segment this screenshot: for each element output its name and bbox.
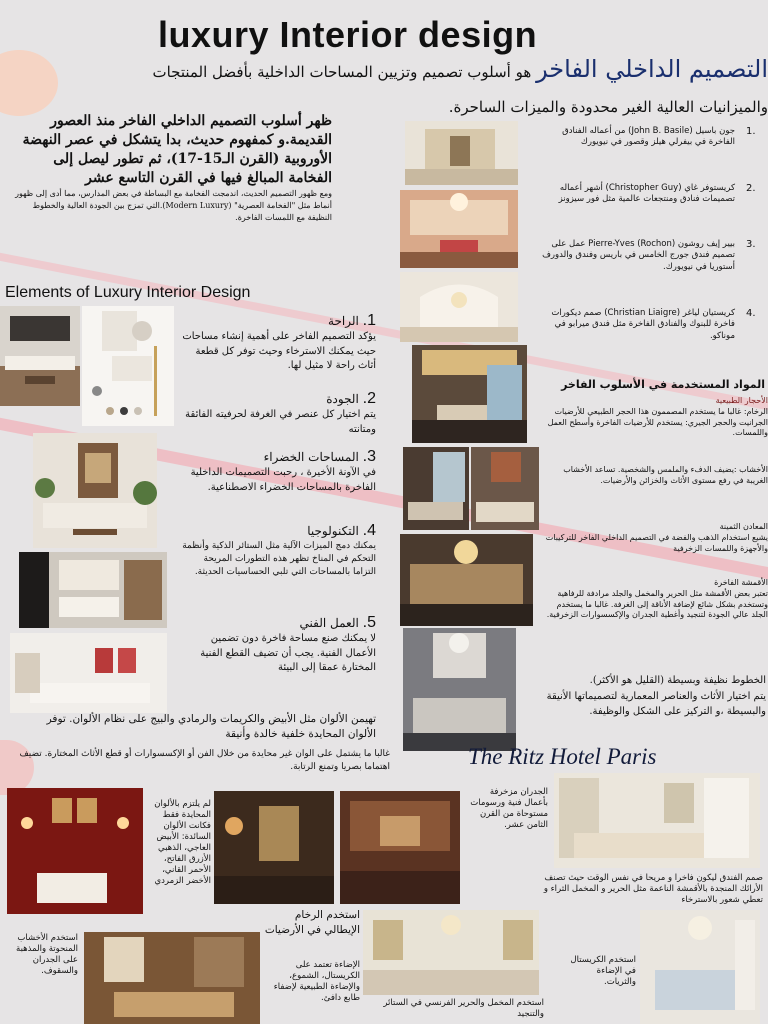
designer-number: 2. bbox=[746, 183, 756, 194]
material-heading: الأحجار الطبيعية bbox=[715, 396, 768, 405]
photo-green-room bbox=[33, 433, 157, 548]
elements-title: Elements of Luxury Interior Design bbox=[5, 284, 251, 301]
element-quality bbox=[180, 390, 376, 437]
element-body: يؤكد التصميم الفاخر على أهمية إنشاء مساحات حيث يمكنك الاسترخاء وحيث توفر كل قطعة أثاث راحة لا مثيل لها. bbox=[182, 331, 376, 371]
element-heading: 1. الراحة bbox=[328, 312, 376, 329]
caption-marble: استخدم الرخام الإيطالي في الأرضيات bbox=[264, 909, 360, 937]
material-body: تعتبر بعض الأقمشة مثل الحرير والمخمل والجلد مرادفة للرفاهية وتستخدم بشكل شائع لإضافة الأناقة إلى الغرفة. غالبا ما يستخدم الجلد عالي الجودة لتنجيد وأغطية الجدران والإكسسوارات الزخرفية. bbox=[546, 588, 768, 620]
element-green-spaces bbox=[180, 448, 376, 495]
material-wood bbox=[540, 465, 768, 487]
designer-number: 1. bbox=[746, 126, 756, 137]
material-body: الرخام: غالبا ما يستخدم المصممون هذا الحجر الطبيعي للأرضيات الجرانيت والحجر الجيري: يستخدم للأرضيات الفاخرة وأسطح العمل واللمسات. bbox=[547, 406, 768, 438]
designer-item: كريستوفر غاي (Christopher Guy) أشهر أعماله تصميمات فنادق ومنتجعات عالمية مثل فور سيزونز bbox=[558, 183, 735, 205]
ritz-title: The Ritz Hotel Paris bbox=[468, 744, 657, 769]
element-body: لا يمكنك صنع مساحة فاخرة دون تضمين الأعمال الفنية. يجب أن تضيف القطع الفنية المختارة عمقا إلى البيئة bbox=[200, 633, 376, 673]
material-body: الأخشاب :يضيف الدفء والملمس والشخصية. تساعد الأخشاب الغريبة في رفع مستوى الأثاث والخزائن والأرضيات. bbox=[563, 465, 768, 485]
photo-living-room bbox=[0, 306, 80, 406]
element-heading: 2. الجودة bbox=[326, 390, 376, 407]
material-heading: المعادن الثمينة bbox=[719, 522, 768, 531]
subtitle-rest: هو أسلوب تصميم وتزيين المساحات الداخلية بأفضل المنتجات bbox=[152, 63, 532, 81]
designer-number: 4. bbox=[746, 308, 756, 319]
material-stones bbox=[540, 396, 768, 439]
photo-ritz-wood-salon bbox=[84, 932, 260, 1024]
materials-title: المواد المستخدمة في الأسلوب الفاخر bbox=[561, 378, 765, 391]
page-title: luxury Interior design bbox=[158, 14, 538, 55]
photo-ritz-suite bbox=[554, 773, 760, 868]
subtitle-highlight: التصميم الداخلي الفاخر bbox=[536, 55, 768, 83]
photo-basile bbox=[405, 121, 518, 185]
designer-item: كريستيان لياغر (Christian Liaigre) صمم ديكورات فاخرة للبنوك والفنادق الفاخرة مثل فندق ميرابو في موناكو. bbox=[551, 308, 735, 341]
element-body: في الآونة الأخيرة ، رحبت التصميمات الداخلية الفاخرة بالمساحات الخضراء الاصطناعية. bbox=[190, 467, 376, 493]
designer-number: 3. bbox=[746, 239, 756, 250]
element-heading: 4. التكنولوجيا bbox=[307, 522, 376, 539]
photo-ritz-lounge bbox=[340, 791, 460, 904]
element-heading: 3. المساحات الخضراء bbox=[263, 448, 376, 465]
element-heading: 5. العمل الفني bbox=[299, 614, 376, 631]
lines-body: يتم اختيار الأثاث والعناصر المعمارية لتصميماتها الأنيقة والبسيطة ،و التركيز على الشكل والوظيفة. bbox=[546, 691, 766, 717]
lines-heading: الخطوط نظيفة وبسيطة (القليل هو الأكثر). bbox=[589, 675, 766, 686]
caption-neutral-colors: لم يلتزم بالألوان المحايدة فقط فكانت الألوان السائدة: الأبيض العاجي، الذهبي الأزرق الفاتح، الأحمر القاني، الأخضر الزمردي bbox=[154, 799, 211, 887]
photo-ritz-marble-salon bbox=[363, 910, 539, 995]
photo-ritz-bedroom bbox=[640, 910, 760, 1024]
colors-small-text: غالبا ما يشتمل على الوان غير محايدة من خلال الفن أو الإكسسوارات أو قطع الأثاث المختارة. تضيف اهتماما بصريا وتمنع الرتابة. bbox=[19, 749, 390, 773]
photo-ritz-red-room bbox=[7, 788, 143, 914]
element-artwork bbox=[180, 614, 376, 676]
decorative-blob bbox=[0, 50, 58, 116]
element-body: يتم اختيار كل عنصر في الغرفة لحرفيته الفائقة ومتانته bbox=[185, 409, 376, 435]
caption-furniture: صمم الفندق ليكون فاخرا و مريحا في نفس الوقت حيث تصنف الأرائك المنجدة بالأقمشة الناعمة مثل الحرير و المخمل الثراء و تعطي شعور بالاسترخاء bbox=[543, 873, 763, 906]
photo-moodboard bbox=[82, 306, 174, 426]
colors-text: تهيمن الألوان مثل الأبيض والكريمات والرمادي والبيج على نظام الألوان. توفر الألوان المحايدة خلفية خالدة وأنيقة bbox=[46, 713, 376, 741]
caption-wood: استخدم الأخشاب المنحوتة والمذهبة على الجدران والسقوف. bbox=[16, 933, 78, 977]
photo-metal-hall bbox=[400, 534, 533, 626]
element-comfort bbox=[180, 312, 376, 374]
intro-main: ظهر أسلوب التصميم الداخلي الفاخر منذ العصور القديمة.و كمفهوم حديث، بدا يتشكل في عصر النهضة الأوروبية (القرن الـ15-17)، ثم تطور ليصل إلى الفخامة المبالغ فيها في القرن التاسع عشر bbox=[22, 113, 332, 186]
designer-item: بيير إيف روشون Pierre-Yves (Rochon) عمل على تصميم فندق جورج الخامس في باريس وفندق والدورف أستوريا في نيويورك. bbox=[542, 239, 735, 272]
photo-wood-room-a bbox=[403, 447, 469, 530]
photo-fabric-room bbox=[403, 628, 516, 751]
material-heading: الأقمشة الفاخرة bbox=[714, 578, 768, 587]
photo-guy bbox=[400, 190, 518, 268]
designer-item: جون باسيل (John B. Basile) من أعماله الفنادق الفاخرة في بيفرلي هيلز وقصور في نيويورك bbox=[562, 126, 735, 148]
intro-block bbox=[12, 112, 332, 224]
subtitle-line-2: والميزانيات العالية الغير محدودة والميزات الساحرة. bbox=[448, 98, 768, 116]
caption-crystal: استخدم الكريستال في الإضاءة والثريات. bbox=[570, 955, 636, 988]
intro-small: ومع ظهور التصميم الحديث، اندمجت الفخامة مع البساطة في بعض المدارس، مما أدى إلى ظهور أنماط مثل "الفخامة العصرية" (Modern Luxury).التي تمزج بين الجودة العالية والخطوط النظيفة مع اللمسات الفاخرة. bbox=[15, 188, 332, 222]
material-body: يشيع استخدام الذهب والفضة في التصميم الداخلي الفاخر للتركيبات والأجهزة واللمسات الزخرفية bbox=[545, 532, 768, 553]
element-body: يمكنك دمج الميزات الآلية مثل الستائر الذكية وأنظمة التحكم في المناخ تظهر هذه التطورات المريحة التزاما بالمساحات التي تلبي الحساسيات الحديثة. bbox=[182, 541, 376, 578]
photo-ritz-bar bbox=[214, 791, 334, 904]
photo-rochon bbox=[400, 272, 518, 342]
photo-art-room bbox=[10, 633, 167, 713]
photo-wood-room-b bbox=[471, 447, 539, 530]
photo-tech-room bbox=[19, 552, 167, 628]
element-technology bbox=[180, 522, 376, 579]
material-metals bbox=[540, 522, 768, 554]
subtitle-line-1 bbox=[58, 55, 768, 83]
caption-lighting: الإضاءة تعتمد على الكريستال، الشموع، والإضاءة الطبيعية لإضفاء طابع دافئ. bbox=[273, 960, 360, 1004]
photo-marble-interior bbox=[412, 345, 527, 443]
caption-walls: الجدران مزخرفة بأعمال فنية ورسومات مستوحاة من القرن الثامن عشر. bbox=[470, 787, 548, 831]
caption-velvet: استخدم المخمل والحرير الفرنسي في الستائر والتنجيد bbox=[383, 998, 544, 1020]
material-fabrics bbox=[540, 578, 768, 621]
